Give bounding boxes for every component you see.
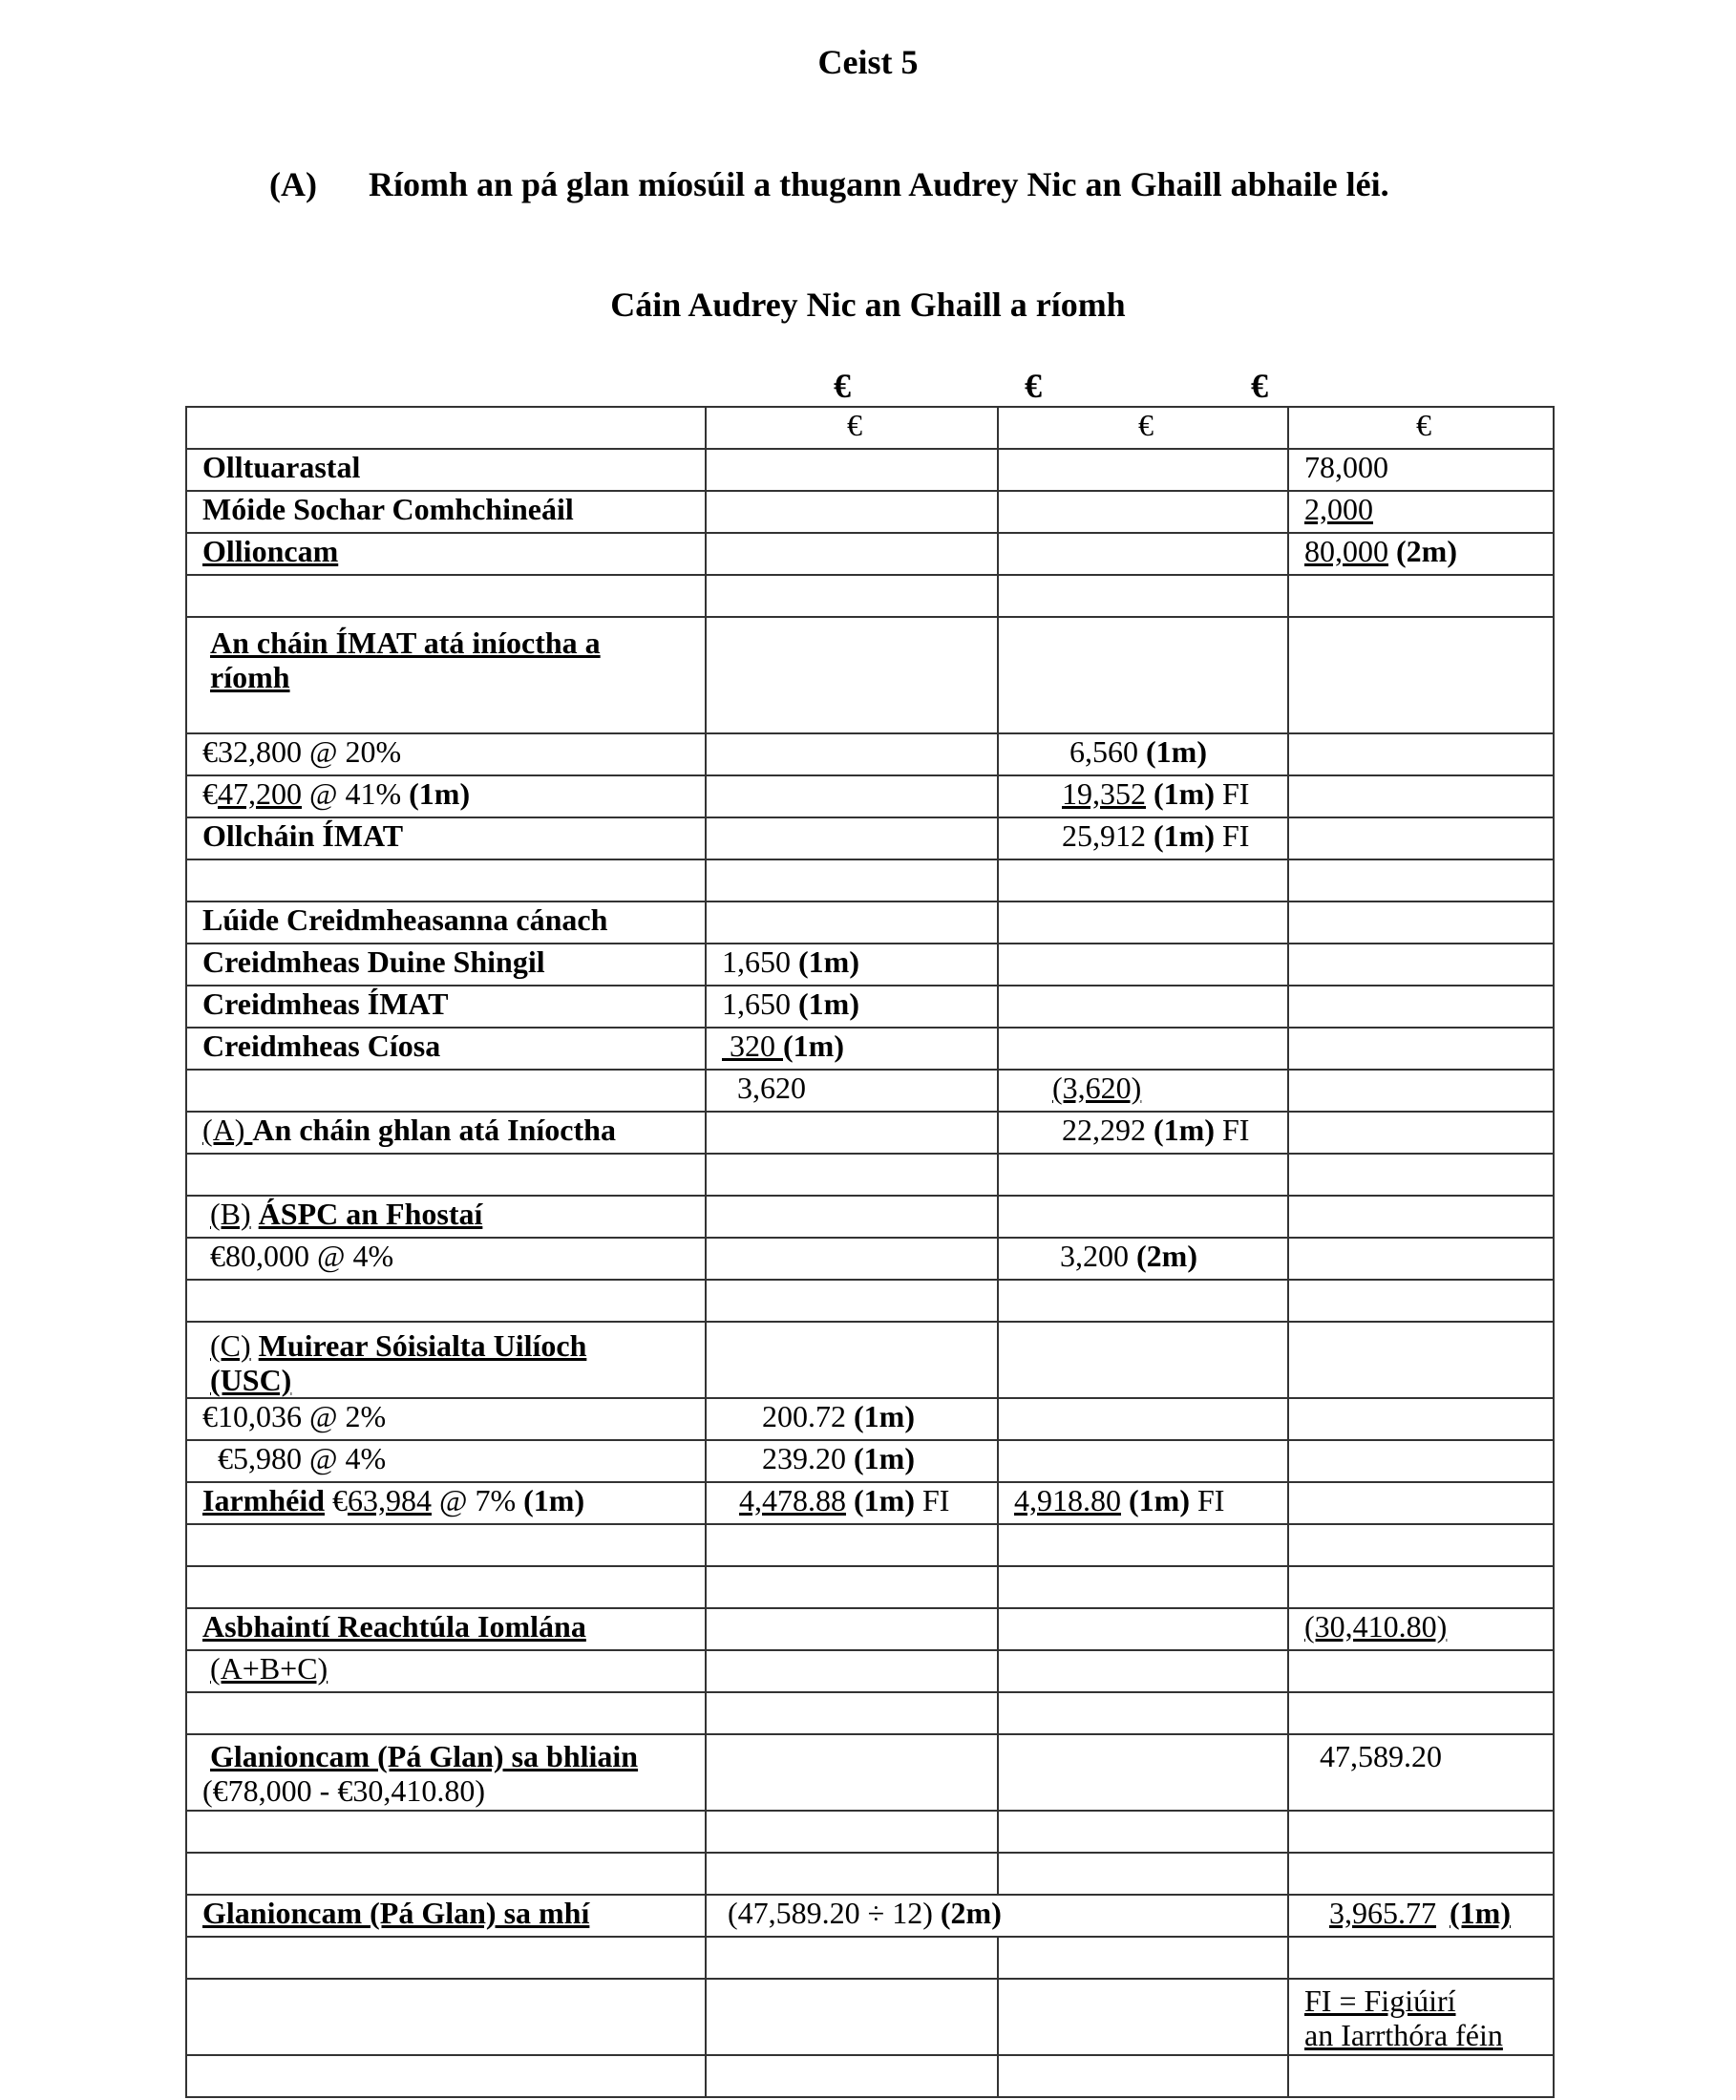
table-title: Cáin Audrey Nic an Ghaill a ríomh bbox=[610, 286, 1126, 324]
spacer-row bbox=[186, 1154, 1554, 1196]
table-row bbox=[186, 1895, 1554, 1937]
amount: 3,200 bbox=[1060, 1239, 1129, 1273]
table-row bbox=[186, 1650, 1554, 1692]
amount: 320 bbox=[730, 1029, 775, 1063]
part-label: (A) bbox=[202, 1113, 245, 1147]
spacer-row bbox=[186, 2055, 1554, 2097]
row-label: €10,036 @ 2% bbox=[186, 1398, 706, 1440]
row-sublabel: (€78,000 - €30,410.80) bbox=[202, 1773, 485, 1808]
marks: (1m) bbox=[854, 1483, 915, 1517]
fi-tag: FI bbox=[1221, 1113, 1250, 1147]
spacer-row bbox=[186, 859, 1554, 902]
amount: 47,589.20 bbox=[1288, 1734, 1554, 1811]
table-row bbox=[186, 1196, 1554, 1238]
amount: 22,292 bbox=[1062, 1113, 1146, 1147]
marks: (1m) bbox=[409, 776, 471, 811]
question-label: (A) bbox=[269, 165, 317, 203]
amount: 80,000 bbox=[1304, 534, 1388, 568]
row-sublabel: (A+B+C) bbox=[210, 1651, 328, 1686]
table-row bbox=[186, 1608, 1554, 1650]
row-label: An cháin ghlan atá Iníoctha bbox=[252, 1113, 616, 1147]
column-header: € bbox=[998, 407, 1288, 449]
marks: (1m) bbox=[854, 1399, 915, 1433]
row-label: Asbhaintí Reachtúla Iomlána bbox=[202, 1609, 586, 1644]
spacer-row bbox=[186, 575, 1554, 617]
table-row bbox=[186, 533, 1554, 575]
amount: 19,352 bbox=[1062, 776, 1146, 811]
currency-symbol: € bbox=[834, 367, 851, 405]
spacer-row bbox=[186, 1692, 1554, 1734]
marks: (1m) bbox=[1129, 1483, 1190, 1517]
column-header: € bbox=[706, 407, 998, 449]
section-heading: Lúide Creidmheasanna cánach bbox=[186, 902, 706, 944]
base-amount: 63,984 bbox=[348, 1483, 432, 1517]
row-label: Móide Sochar Comhchineáil bbox=[186, 491, 706, 533]
marks: (1m) bbox=[1154, 1113, 1215, 1147]
row-label: €5,980 @ 4% bbox=[186, 1440, 706, 1482]
fi-tag: FI bbox=[1221, 776, 1250, 811]
table-row bbox=[186, 1028, 1554, 1070]
row-label: Creidmheas Duine Shingil bbox=[186, 944, 706, 986]
amount: 2,000 bbox=[1304, 492, 1373, 526]
euro-sign: € bbox=[332, 1483, 348, 1517]
spacer-row bbox=[186, 1937, 1554, 1979]
row-label: Glanioncam (Pá Glan) sa bhliain bbox=[210, 1739, 639, 1773]
table-row bbox=[186, 617, 1554, 733]
tax-calculation-table bbox=[185, 406, 1555, 2098]
amount: 1,650 bbox=[722, 944, 791, 979]
question-text: Ríomh an pá glan míosúil a thugann Audrey Nic an Ghaill abhaile léi. bbox=[369, 165, 1389, 203]
spacer-row bbox=[186, 1524, 1554, 1566]
table-row bbox=[186, 491, 1554, 533]
fi-tag: FI bbox=[1196, 1483, 1225, 1517]
marks: (1m) bbox=[798, 944, 859, 979]
euro-sign: € bbox=[202, 776, 218, 811]
row-label: Glanioncam (Pá Glan) sa mhí bbox=[202, 1896, 590, 1930]
question-line bbox=[269, 164, 1389, 204]
table-row bbox=[186, 449, 1554, 491]
row-label: €80,000 @ 4% bbox=[186, 1238, 706, 1280]
marks: (1m) bbox=[1450, 1896, 1511, 1930]
currency-symbol: € bbox=[1251, 367, 1268, 405]
amount: 239.20 bbox=[762, 1441, 846, 1475]
row-label: Ollcháin ÍMAT bbox=[186, 817, 706, 859]
marks: (2m) bbox=[1136, 1239, 1197, 1273]
amount: 6,560 bbox=[1069, 734, 1138, 769]
section-heading: Muirear Sóisialta Uilíoch (USC) bbox=[210, 1328, 587, 1397]
spacer-row bbox=[186, 1811, 1554, 1853]
table-row bbox=[186, 775, 1554, 817]
rate: @ 7% bbox=[439, 1483, 517, 1517]
amount-carried: (3,620) bbox=[1052, 1071, 1142, 1105]
marks: (2m) bbox=[940, 1896, 1002, 1930]
table-row bbox=[186, 944, 1554, 986]
amount: 3,620 bbox=[706, 1070, 998, 1112]
amount: 200.72 bbox=[762, 1399, 846, 1433]
marks: (1m) bbox=[798, 986, 859, 1021]
row-label: Creidmheas Cíosa bbox=[186, 1028, 706, 1070]
amount: 1,650 bbox=[722, 986, 791, 1021]
page-title: Ceist 5 bbox=[817, 43, 919, 81]
row-label: Creidmheas ÍMAT bbox=[186, 986, 706, 1028]
table-row bbox=[186, 986, 1554, 1028]
part-label: (C) bbox=[210, 1328, 251, 1363]
marks: (1m) bbox=[1146, 734, 1207, 769]
section-heading: ÁSPC an Fhostaí bbox=[258, 1197, 483, 1231]
section-heading: An cháin ÍMAT atá iníoctha a ríomh bbox=[210, 626, 601, 694]
amount: (30,410.80) bbox=[1304, 1609, 1448, 1644]
row-label: €32,800 @ 20% bbox=[186, 733, 706, 775]
marks: (2m) bbox=[1396, 534, 1457, 568]
table-row bbox=[186, 1322, 1554, 1398]
spacer-row bbox=[186, 1853, 1554, 1895]
table-row bbox=[186, 1398, 1554, 1440]
footnote: FI = Figiúirí bbox=[1304, 1983, 1456, 2018]
marks: (1m) bbox=[523, 1483, 585, 1517]
table-row bbox=[186, 1070, 1554, 1112]
table-row bbox=[186, 733, 1554, 775]
base-amount: 47,200 bbox=[218, 776, 302, 811]
currency-symbol: € bbox=[1025, 367, 1042, 405]
table-row bbox=[186, 817, 1554, 859]
part-label: (B) bbox=[210, 1197, 251, 1231]
rate: @ 41% bbox=[309, 776, 402, 811]
spacer-row bbox=[186, 1566, 1554, 1608]
table-row bbox=[186, 1482, 1554, 1524]
marks: (1m) bbox=[1154, 776, 1215, 811]
fi-tag: FI bbox=[921, 1483, 950, 1517]
fi-tag: FI bbox=[1221, 818, 1250, 853]
row-label: Olltuarastal bbox=[186, 449, 706, 491]
calculation: (47,589.20 ÷ 12) bbox=[728, 1896, 933, 1930]
amount: 3,965.77 bbox=[1329, 1896, 1436, 1930]
table-row bbox=[186, 1112, 1554, 1154]
spacer-row bbox=[186, 1280, 1554, 1322]
table-row bbox=[186, 1440, 1554, 1482]
marks: (1m) bbox=[783, 1029, 844, 1063]
row-label: Iarmhéid bbox=[202, 1483, 325, 1517]
table-row bbox=[186, 1238, 1554, 1280]
table-header-row bbox=[186, 407, 1554, 449]
amount: 78,000 bbox=[1288, 449, 1554, 491]
table-row bbox=[186, 1734, 1554, 1811]
marks: (1m) bbox=[1154, 818, 1215, 853]
row-label: Ollioncam bbox=[202, 534, 339, 568]
marks: (1m) bbox=[854, 1441, 915, 1475]
amount: 25,912 bbox=[1062, 818, 1146, 853]
table-row bbox=[186, 902, 1554, 944]
column-header: € bbox=[1288, 407, 1554, 449]
table-row bbox=[186, 1979, 1554, 2055]
footnote: an Iarrthóra féin bbox=[1304, 2018, 1503, 2052]
amount: 4,478.88 bbox=[739, 1483, 846, 1517]
amount: 4,918.80 bbox=[1014, 1483, 1121, 1517]
